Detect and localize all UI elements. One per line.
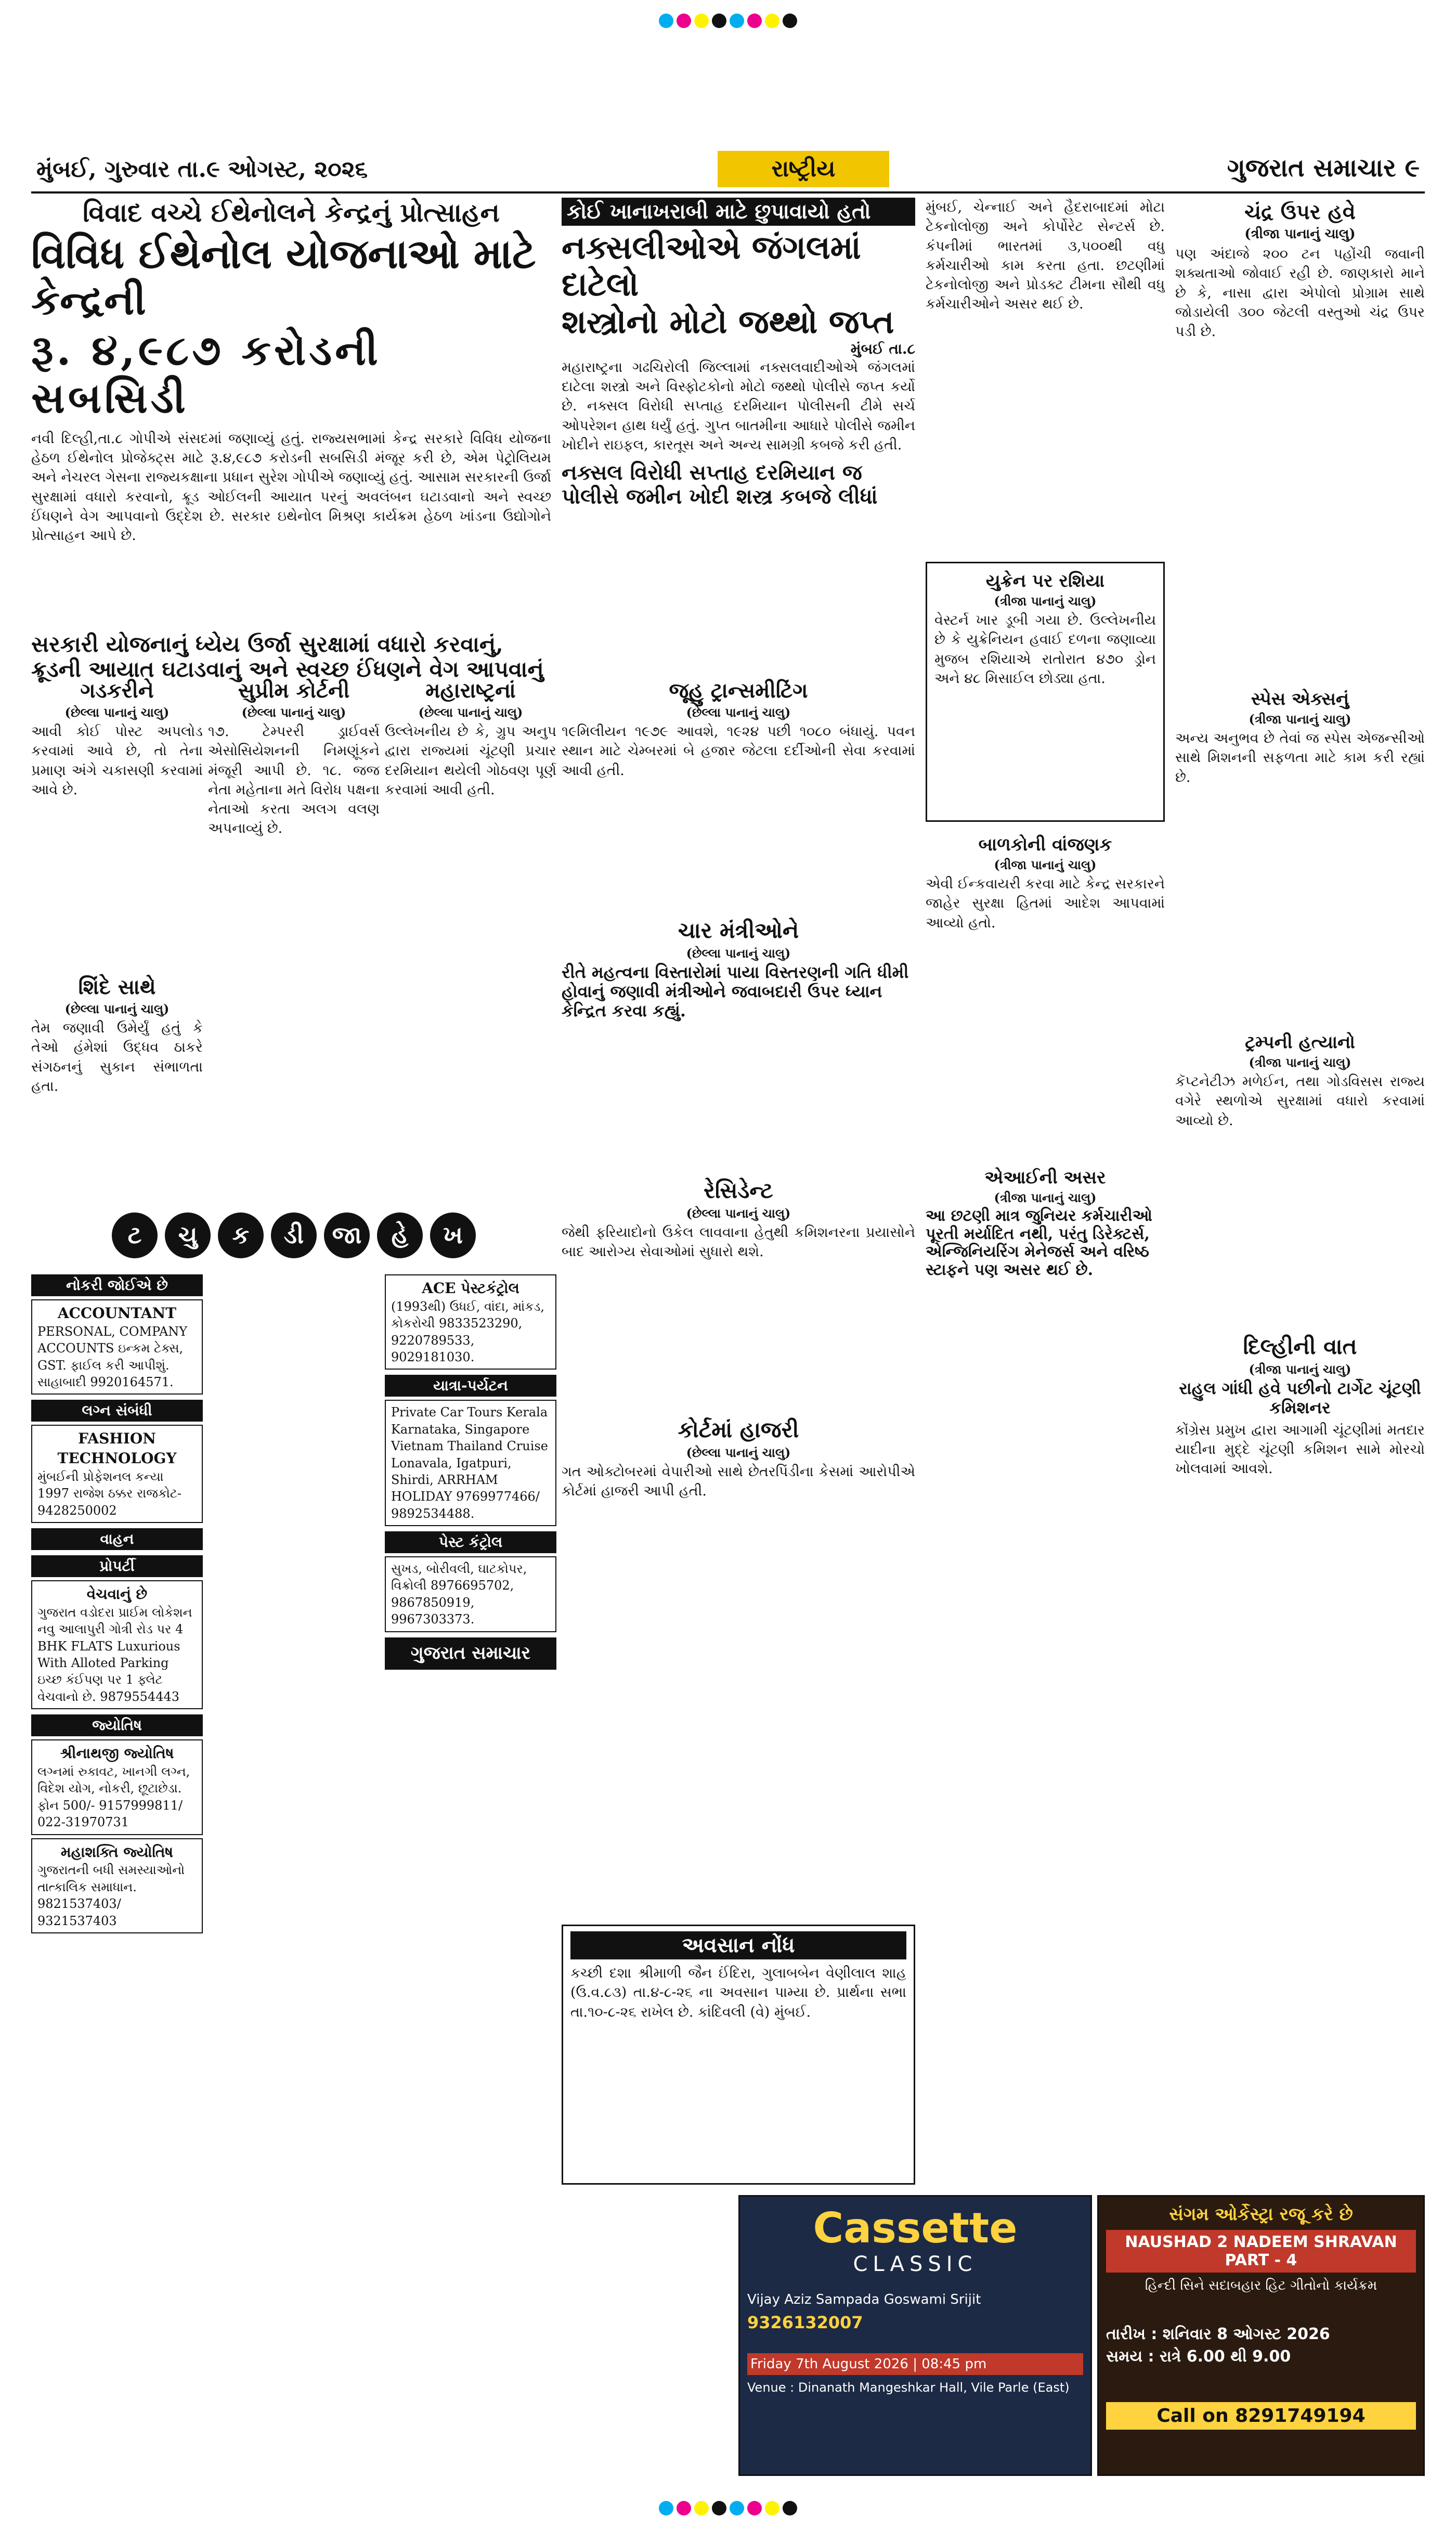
trump-title: ટ્રમ્પની હત્યાનો: [1245, 1032, 1355, 1053]
obit-body: કચ્છી દશા શ્રીમાળી જૈન ઈંદિરા, ગુલાબબેન વેણીલાલ શાહ (ઉ.વ.૮૩) તા.૪-૮-૨૬ ના અવસાન પામ્યા છે. પ્રાર્થના સભા તા.૧૦-૮-૨૬ રાખેલ છે. કાંદિવલી (વે) મુંબઈ.: [570, 1965, 906, 2020]
naxal-deck: નક્સલ વિરોધી સપ્તાહ દરમિયાન જ પોલીસે જમીન ખોદી શસ્ત્ર કબજે લીધાં: [562, 460, 878, 509]
ad-astro1-title: શ્રીનાથજી જ્યોતિષ: [60, 1745, 174, 1762]
newspaper-name: ગુજરાત સમાચાર ૯: [1227, 153, 1420, 183]
cls-section-property: પ્રોપર્ટી: [31, 1555, 203, 1577]
ad-footer: [385, 1637, 556, 1670]
gadkari-title: ગડકરીને: [80, 678, 154, 703]
space-cont: (ત્રીજા પાનાનું ચાલુ): [1249, 712, 1351, 727]
lead-title: વિવિધ ઈથેનોલ યોજનાઓ માટે કેન્દ્રની: [31, 230, 536, 325]
resident-story: [562, 1176, 915, 1404]
ad-astro1-text: લગ્નમાં રુકાવટ, ખાનગી લગ્ન, વિદેશ યોગ, નોકરી, છૂટાછેડા. ફોન 500/- 9157999811/ 022-31970731: [37, 1764, 190, 1830]
moon-story: [1175, 198, 1425, 676]
ad2-title: સંગમ ઓર્કેસ્ટ્રા રજૂ કરે છે: [1169, 2204, 1353, 2225]
ad-accountant[interactable]: [31, 1299, 203, 1395]
resident-cont: (છેલ્લા પાનાનું ચાલુ): [686, 1206, 791, 1221]
ad-astro-1[interactable]: [31, 1739, 203, 1835]
juhu-title: જૂહુ ટ્રાન્સમીટિંગ: [669, 678, 808, 703]
naxal-kicker: કોઈ ખાનાખરાબી માટે છુપાવાયો હતો: [562, 198, 915, 226]
chief-title: ચાર મંત્રીઓને: [678, 918, 799, 943]
child-body: એવી ઈન્કવાયરી કરવા માટે કેન્દ્ર સરકારને જાહેર સુરક્ષા હિતમાં આદેશ આપવામાં આવ્યો હતો.: [926, 876, 1165, 931]
child-cont: (ત્રીજા પાનાનું ચાલુ): [994, 857, 1097, 872]
juhu-body: ૧૯મિલીયન ૧૯૭૯ આવશે, ૧૯૨૪ પછી ૧૦૮૦ બંધાયું. પવન સ્થાન માટે ચેમ્બરમાં બે હજાર જેટલા દર્દીઓની સેવા કરવામાં આવી હતી.: [562, 724, 915, 779]
ai-story: [926, 1165, 1165, 1633]
chief-story: [562, 915, 915, 1165]
naxal-title-2: શસ્ત્રોનો મોટો જથ્થો જપ્ત: [562, 302, 894, 341]
lead-title-2: રૂ. ૪,૯૮૭ કરોડની સબસિડી: [31, 325, 381, 422]
shinde-title: શિંદે સાથે: [78, 975, 156, 999]
banner-letter: હે: [377, 1212, 423, 1258]
supreme-story: [208, 676, 380, 967]
masthead-rule: [31, 191, 1425, 193]
banner-letter: ખ: [430, 1212, 476, 1258]
naxal-story: [562, 198, 915, 510]
resident-title: રેસિડેન્ટ: [704, 1178, 773, 1203]
chief-cont: (છેલ્લા પાનાનું ચાલુ): [686, 946, 791, 961]
supreme-body: ૧૭. ટેમ્પરરી ડ્રાઈવર્સ એસોસિયેશનની નિમણૂંકને મંજૂરી આપી છે. ૧૮. જજ નેતા મહેતાના મતે વિરોધ પક્ષના નેતાઓ કરતા અલગ વલણ અપનાવ્યું છે.: [208, 724, 380, 837]
supreme-cont: (છેલ્લા પાનાનું ચાલુ): [241, 705, 346, 720]
cls-section-astrology: જ્યોતિષ: [31, 1714, 203, 1736]
juhu-cont: (છેલ્લા પાનાનું ચાલુ): [686, 705, 791, 720]
chief-deck: રીતે મહત્વના વિસ્તારોમાં પાયા વિસ્તરણની ગતિ ધીમી હોવાનું જણાવી મંત્રીઓને જવાબદારી ઉપર ધ્યાન કેન્દ્રિત કરવા કહ્યું.: [562, 962, 909, 1021]
ad2-date: તારીખ : શનિવાર 8 ઓગસ્ટ 2026: [1106, 2325, 1330, 2343]
classified-banner: [31, 1202, 556, 1269]
classified-col-1: [31, 1274, 203, 2471]
ad-travel-text: Private Car Tours Kerala Karnataka, Singapore Vietnam Thailand Cruise Lonavala, Igatpuri, Shirdi, ARRHAM HOLIDAY 9769977466/ 9892534488.: [391, 1405, 548, 1521]
moon-cont: (ત્રીજા પાનાનું ચાલુ): [1244, 226, 1356, 242]
resident-body: જેથી ફરિયાદોનો ઉકેલ લાવવાના હેતુથી કમિશનરના પ્રયાસોને બાદ આરોગ્ય સેવાઓમાં સુધારો થશે.: [562, 1224, 915, 1260]
shinde-body: તેમ જણાવી ઉમેર્યું હતું કે તેઓ હંમેશાં ઉદ્ધવ ઠાકરે સંગઠનનું સુકાન સંભાળતા હતા.: [31, 1020, 203, 1094]
ukraine-story: [926, 562, 1165, 822]
court-title: કોર્ટમાં હાજરી: [678, 1417, 799, 1442]
ad2-call: Call on 8291749194: [1106, 2402, 1416, 2430]
event-ad-cassette[interactable]: [738, 2195, 1092, 2476]
banner-letter: જા: [324, 1212, 370, 1258]
supreme-title: સુપ્રીમ કોર્ટની: [238, 678, 350, 703]
shinde-cont: (છેલ્લા પાનાનું ચાલુ): [64, 1001, 170, 1016]
delhi-story: [1175, 1332, 1425, 1685]
naxal-dateline: મુંબઈ તા.૮: [850, 340, 915, 357]
classified-col-2: [385, 1274, 556, 2471]
trump-body: કૅપ્ટનેટીઝ મળેઈન, તથા ગોડવિસસ રાજ્ય વગેરે સ્થળોએ સુરક્ષામાં વધારો કરવામાં આવ્યો છે.: [1175, 1074, 1425, 1129]
delhi-cont: (ત્રીજા પાનાનું ચાલુ): [1249, 1362, 1351, 1377]
ad-accountant-title: ACCOUNTANT: [57, 1305, 177, 1322]
obituary: [562, 1925, 915, 2185]
ad2-tagline: હિન્દી સિને સદાબહાર હિટ ગીતોનો કાર્યક્રમ: [1145, 2278, 1377, 2293]
gadkari-body: આવી કોઈ પોસ્ટ અપલોડ કરવામાં આવે છે, તો તેના પ્રમાણ અંગે ચકાસણી કરવામાં આવે છે.: [31, 724, 203, 798]
delhi-title: દિલ્હીની વાત: [1243, 1334, 1357, 1359]
shinde-story: [31, 973, 203, 1191]
space-story: [1175, 687, 1425, 1020]
ai-deck: આ છટણી માત્ર જુનિયર કર્મચારીઓ પૂરતી મર્યાદિત નથી, પરંતુ ડિરેક્ટર્સ, એન્જિનિયરિંગ મેનેજર્સ અને વરિષ્ઠ સ્ટાફને પણ અસર થઈ છે.: [926, 1207, 1152, 1279]
moon-title: ચંદ્ર ઉપર હવે: [1244, 200, 1356, 224]
gadkari-story: [31, 676, 203, 967]
ad-cassette-title: Cassette: [813, 2204, 1018, 2252]
ad-ace-text: (1993થી) ઉધઈ, વાંદા, માંકડ, કોકરોચી 9833523290, 9220789533, 9029181030.: [391, 1299, 544, 1364]
ad-footer-text: ગુજરાત સમાચાર: [410, 1642, 531, 1663]
juhu-story: [562, 676, 915, 905]
child-title: બાળકોની વાંજણક: [978, 834, 1112, 855]
color-bar-bottom: [0, 2498, 1456, 2519]
lead-deck: સરકારી યોજનાનું ધ્યેય ઉર્જા સુરક્ષામાં વધારો કરવાનું, ક્રૂડની આયાત ઘટાડવાનું અને સ્વચ્છ ઈંધણને વેગ આપવાનું: [31, 631, 544, 682]
cls-section-travel: યાત્રા-પર્યટન: [385, 1375, 556, 1397]
ai-title: એઆઈની અસર: [984, 1167, 1106, 1188]
ad-property[interactable]: [31, 1580, 203, 1709]
cls-section-pest: પેસ્ટ કંટ્રોલ: [385, 1531, 556, 1553]
lead-kicker: વિવાદ વચ્ચે ઈથેનોલને કેન્દ્રનું પ્રોત્સાહન: [83, 197, 500, 228]
color-bar-top: [0, 10, 1456, 31]
naxal-title: નક્સલીઓએ જંગલમાં દાટેલો: [562, 228, 861, 304]
cls-section-jobs: નોકરી જોઈએ છે: [31, 1274, 203, 1296]
court-cont: (છેલ્લા પાનાનું ચાલુ): [686, 1445, 791, 1460]
ad-cassette-date: Friday 7th August 2026 | 08:45 pm: [747, 2353, 1083, 2375]
section-label: રાષ્ટ્રીય: [718, 151, 889, 187]
child-story: [926, 832, 1165, 1155]
banner-letter: ક: [218, 1212, 264, 1258]
ukraine-body: વેસ્ટર્ન ખાર ડૂબી ગયા છે. ઉલ્લેખનીય છે કે યુક્રેનિયન હવાઈ દળના જણાવ્યા મુજબ રશિયાએ રાતોરાત ૪૭૦ ડ્રોન અને ૪૮ મિસાઈલ છોડ્યા હતા.: [934, 612, 1156, 687]
ai-cont: (ત્રીજા પાનાનું ચાલુ): [994, 1190, 1097, 1205]
naxal-body: મહારાષ્ટ્રના ગઢચિરોલી જિલ્લામાં નક્સલવાદીઓએ જંગલમાં દાટેલા શસ્ત્રો અને વિસ્ફોટકોનો મોટો જથ્થો પોલીસે જપ્ત કર્યો છે. નક્સલ વિરોધી સપ્તાહ દરમિયાન પોલીસની ટીમે સર્ચ ઓપરેશન હાથ ધર્યું હતું. ગુપ્ત બાતમીના આધારે પોલીસે જમીન ખોદીને રાઇફલ, કારતૂસ અને અન્ય સામગ્રી કબજે કરી હતી.: [562, 359, 915, 453]
ad-astro2-title: મહાશક્તિ જ્યોતિષ: [60, 1843, 174, 1861]
ad-fashion-title: FASHION TECHNOLOGY: [57, 1430, 177, 1467]
ad-travel[interactable]: [385, 1400, 556, 1526]
ad-cassette-singers: Vijay Aziz Sampada Goswami Srijit: [747, 2292, 981, 2307]
ad-property-text: ગુજરાત વડોદરા પ્રાઈમ લોકેશન નવુ આલાપુરી ગોત્રી રોડ પર 4 BHK FLATS Luxurious With Alloted Parking ઇચ્છ કંઈપણ પર 1 ફ્લેટ વેચવાનો છે. 9879554443: [37, 1605, 192, 1704]
lead-body: નવી દિલ્હી,તા.૮ ગોપીએ સંસદમાં જણાવ્યું હતું. રાજ્યસભામાં કેન્દ્ર સરકારે વિવિધ યોજના હેઠળ ઈથેનોલ પ્રોજેક્ટ્સ માટે રૂ.૪,૯૮૭ કરોડની સબસિડી મંજૂર કરી છે, એમ પેટ્રોલિયમ અને નેચરલ ગેસના રાજ્યકક્ષાના પ્રધાન સુરેશ ગોપીએ જણાવ્યું હતું. આસામ સરકારની ઉર્જા સુરક્ષામાં વધારો કરવાનો, ક્રૂડ ઓઈલની આયાત પરનું અવલંબન ઘટાડવાનો અને સ્વચ્છ ઈંધણને વેગ આપવાનો ઉદ્દેશ છે. સરકાર ઇથેનોલ મિશ્રણ કાર્યક્રમ હેઠળ ખાંડના ઉદ્યોગોને પ્રોત્સાહન આપે છે.: [31, 430, 551, 544]
ad-cassette-subtitle: CLASSIC: [853, 2252, 978, 2276]
space-body: અન્ય અનુભવ છે તેવાં જ સ્પેસ એજન્સીઓ સાથે મિશનની સફળતા માટે કામ કરી રહ્યાં છે.: [1175, 730, 1425, 785]
delhi-body: કોંગ્રેસ પ્રમુખ દ્વારા આગામી ચૂંટણીમાં મતદાર યાદીના મુદ્દે ચૂંટણી કમિશન સામે મોરચો ખોલવામાં આવશે.: [1175, 1422, 1425, 1477]
moon-body: પણ અંદાજે ૨૦૦ ટન પહોંચી જવાની શક્યતાઓ જોવાઈ રહી છે. જાણકારો માને છે કે, નાસા દ્વારા એપોલો પ્રોગ્રામ સાથે જોડાયેલી ૩૦૦ જેટલી વસ્તુઓ ચંદ્ર ઉપર પડી છે.: [1175, 246, 1425, 340]
court-story: [562, 1415, 915, 1659]
trump-cont: (ત્રીજા પાનાનું ચાલુ): [1249, 1055, 1351, 1070]
trump-story: [1175, 1030, 1425, 1321]
dateline: મુંબઈ, ગુરુવાર તા.૯ ઓગસ્ટ, ૨૦૨૬: [36, 156, 368, 183]
ad-astro2-text: ગુજરાતની બધી સમસ્યાઓનો તાત્કાલિક સમાધાન. 9821537403/ 9321537403: [37, 1863, 185, 1928]
banner-letter: ટ: [112, 1212, 158, 1258]
ad-accountant-text: PERSONAL, COMPANY ACCOUNTS ઇન્કમ ટેક્સ, GST. ફાઈલ કરી આપીશું. સાહાબાદી 9920164571.: [37, 1324, 188, 1389]
ad-fashion[interactable]: [31, 1425, 203, 1523]
maharashtra-title: મહારાષ્ટ્રનાં: [425, 678, 516, 703]
layoff-story-cont: મુંબઈ, ચેન્નાઈ અને હૈદરાબાદમાં મોટા ટેકનોલોજી અને કોર્પોરેટ સેન્ટર્સ છે. કંપનીમાં ભારતમાં ૩,૫૦૦થી વધુ કર્મચારીઓ કામ કરતા હતા. છટણીમાં ટેકનોલોજી અને પ્રોડક્ટ ટીમના સૌથી વધુ કર્મચારીઓને અસર થઈ છે.: [926, 199, 1165, 313]
ukraine-title: યુક્રેન પર રશિયા: [985, 571, 1105, 591]
obit-title: અવસાન નોંધ: [570, 1931, 906, 1959]
ad-cassette-venue: Venue : Dinanath Mangeshkar Hall, Vile Parle (East): [747, 2380, 1070, 2395]
ad-fashion-text: મુંબઈની પ્રોફેશનલ કન્યા 1997 રાજેશ ઠક્કર રાજકોટ- 9428250002: [37, 1469, 181, 1518]
ad-ace-pest[interactable]: [385, 1274, 556, 1370]
banner-letter: ચુ: [165, 1212, 211, 1258]
ukraine-cont: (ત્રીજા પાનાનું ચાલુ): [994, 593, 1097, 609]
maharashtra-cont: (છેલ્લા પાનાનું ચાલુ): [418, 705, 523, 720]
court-body: ગત ઓક્ટોબરમાં વેપારીઓ સાથે છેતરપિંડીના કેસમાં આરોપીએ કોર્ટમાં હાજરી આપી હતી.: [562, 1464, 915, 1500]
ad-pest[interactable]: [385, 1556, 556, 1632]
ad-astro-2[interactable]: [31, 1838, 203, 1933]
space-title: સ્પેસ એક્સનું: [1251, 689, 1349, 709]
ad-ace-title: ACE પેસ્ટકંટ્રોલ: [422, 1280, 519, 1297]
banner-letter: ડી: [271, 1212, 317, 1258]
cls-section-marriage: લગ્ન સંબંધી: [31, 1400, 203, 1422]
lead-story: [31, 197, 551, 682]
maharashtra-story: [385, 676, 556, 988]
delhi-deck: રાહુલ ગાંધી હવે પછીનો ટાર્ગેટ ચૂંટણી કમિશનર: [1179, 1378, 1421, 1417]
cls-section-vehicle: વાહન: [31, 1528, 203, 1550]
ad-pest-text: સુખડ, બોરીવલી, ઘાટકોપર, વિક્રોલી 8976695702, 9867850919, 9967303373.: [391, 1562, 527, 1627]
ad2-subtitle: NAUSHAD 2 NADEEM SHRAVAN PART - 4: [1106, 2230, 1416, 2273]
ad-property-title: વેચવાનું છે: [86, 1585, 148, 1603]
event-ad-sangam[interactable]: [1097, 2195, 1425, 2476]
ad-cassette-phone: 9326132007: [747, 2313, 863, 2332]
maharashtra-body: ઉલ્લેખનીય છે કે, ગ્રુપ અનુપ દ્વારા રાજ્યમાં ચૂંટણી પ્રચાર દરમિયાન થયેલી ગોઠવણ પૂર્ણ કરવામાં આવી હતી.: [385, 724, 556, 798]
ad2-time: સમય : રાત્રે 6.00 થી 9.00: [1106, 2347, 1291, 2366]
gadkari-cont: (છેલ્લા પાનાનું ચાલુ): [64, 705, 170, 720]
